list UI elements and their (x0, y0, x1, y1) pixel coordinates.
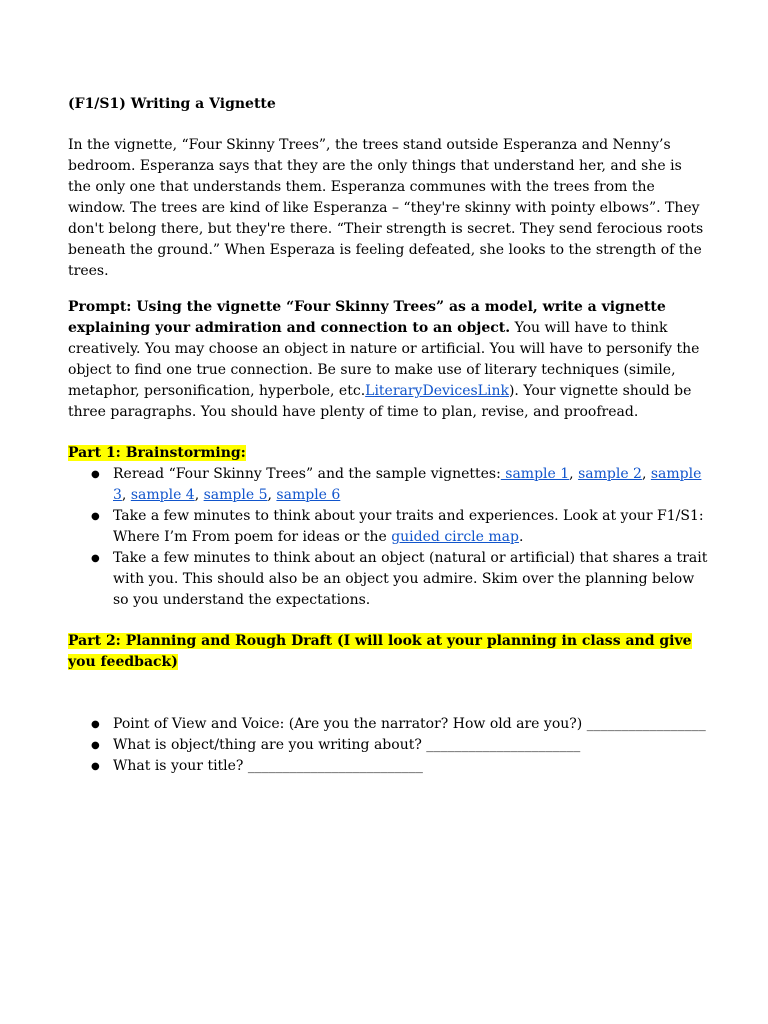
sample-2-link[interactable]: sample 2 (578, 466, 642, 482)
list-item (113, 464, 708, 506)
object-question: What is object/thing are you writing about? ______________________ (113, 737, 581, 753)
list-item (113, 735, 708, 756)
sample-4-link[interactable]: sample 4 (130, 487, 195, 503)
part2-heading-line (68, 631, 708, 673)
separator: , (641, 466, 651, 482)
reread-text: Reread “Four Skinny Trees” and the sample vignettes: (113, 466, 501, 482)
separator: , (121, 487, 131, 503)
part1-heading: Part 1: Brainstorming: (68, 445, 246, 461)
period: . (518, 529, 524, 545)
part2-heading-note: (I will look at your planning in class and give you feedback) (68, 633, 692, 670)
literary-devices-link-wrapper (365, 383, 509, 399)
title-question: What is your title? _________________________ (113, 758, 423, 774)
point-of-view-question: Point of View and Voice: (Are you the narrator? How old are you?) _________________ (113, 716, 706, 732)
separator: , (267, 487, 277, 503)
sample-5-link[interactable]: sample 5 (203, 487, 268, 503)
guided-circle-map-link[interactable]: guided circle map (391, 529, 519, 545)
list-item (113, 548, 708, 611)
intro-paragraph: In the vignette, “Four Skinny Trees”, the trees stand outside Esperanza and Nenny’s bedroom. Esperanza says that they are the only things that understand her, and she is the only one that understands them. Esperanza communes with the trees from the window. The trees are kind of like Esperanza – “they're skinny with pointy elbows”. They don't belong there, but they're there. “Their strength is secret. They send ferocious roots beneath the ground.” When Esperaza is feeling defeated, she looks to the strength of the trees. (68, 137, 704, 279)
prompt-paragraph (68, 297, 708, 423)
part2-heading: Part 2: Planning and Rough Draft (68, 633, 333, 649)
prompt-bold-text: Prompt: Using the vignette “Four Skinny Trees” as a model, write a vignette explaining your admiration and connection to an object. (68, 299, 666, 336)
object-text: Take a few minutes to think about an object (natural or artificial) that shares a trait with you. This should also be an object you admire. Skim over the planning below so you understand the expectations. (113, 550, 708, 608)
sample-1-link[interactable]: sample 1 (500, 466, 570, 482)
list-item (113, 714, 708, 735)
separator: , (569, 466, 579, 482)
part2-list (68, 714, 708, 777)
prompt-text-end: ). Your vignette should be three paragraphs. You should have plenty of time to plan, revise, and proofread. (68, 383, 692, 420)
traits-text: Take a few minutes to think about your traits and experiences. Look at your F1/S1: Where I’m From poem for ideas or the (113, 508, 704, 545)
sample-3-link[interactable]: sample 3 (113, 466, 702, 503)
list-item (113, 506, 708, 548)
separator: , (194, 487, 204, 503)
prompt-text: You will have to think creatively. You may choose an object in nature or artificial. You will have to personify the object to find one true connection. Be sure to make use of literary techniques (simile, metaphor, personification, hyperbole, etc. (68, 320, 700, 399)
literary-devices-link[interactable]: LiteraryDevicesLink (365, 383, 509, 399)
part1-list (68, 464, 708, 611)
sample-6-link[interactable]: sample 6 (276, 487, 341, 503)
part1-heading-line (68, 443, 708, 464)
page-title: (F1/S1) Writing a Vignette (68, 96, 276, 112)
list-item (113, 756, 708, 777)
